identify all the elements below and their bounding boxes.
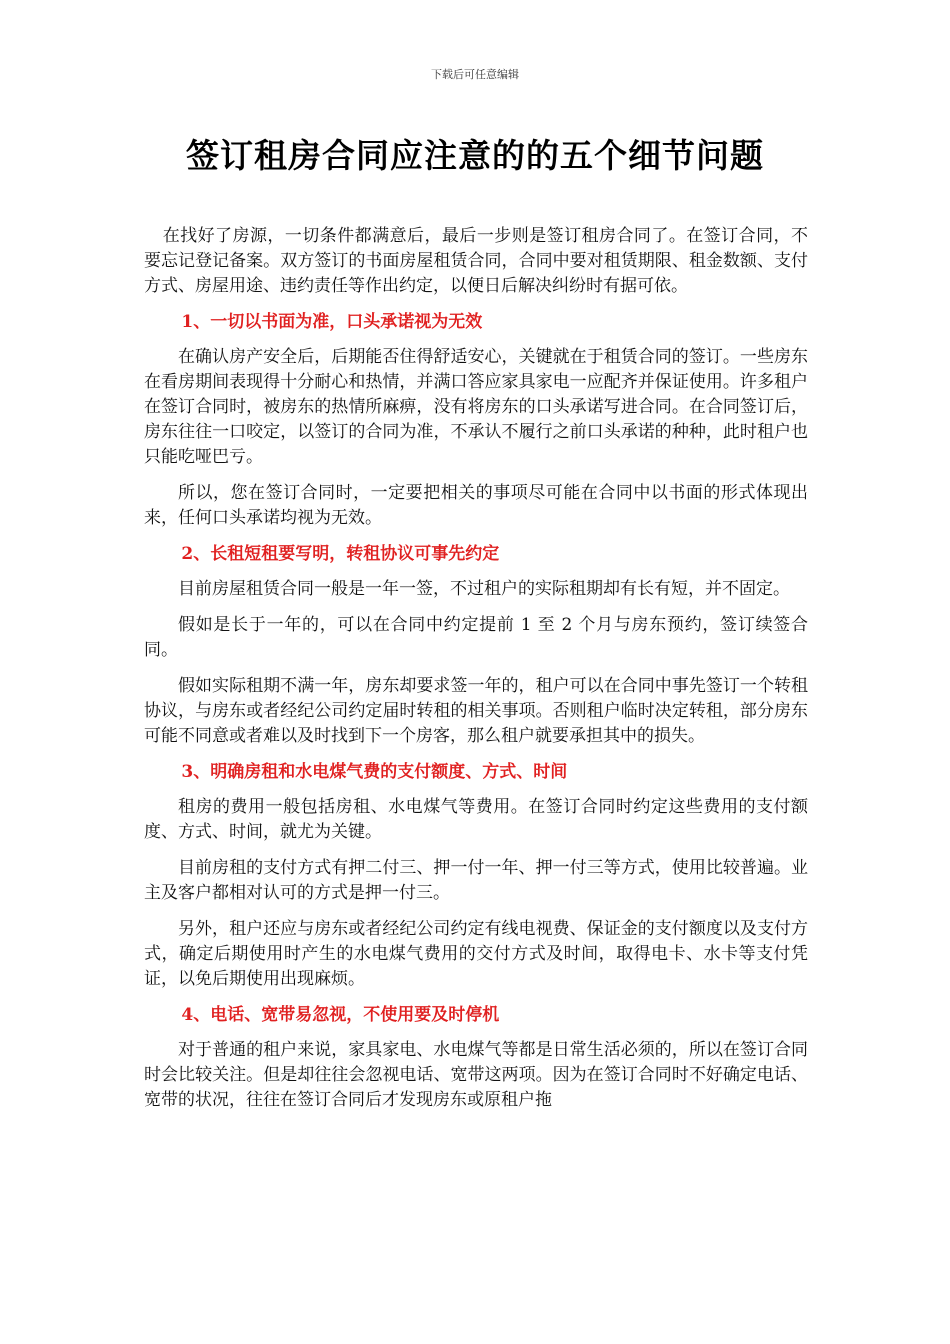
body-paragraph: 租房的费用一般包括房租、水电煤气等费用。在签订合同时约定这些费用的支付额度、方式、时间，就尤为关键。 bbox=[144, 797, 808, 842]
body-paragraph: 在确认房产安全后，后期能否住得舒适安心，关键就在于租赁合同的签订。一些房东在看房期间表现得十分耐心和热情，并满口答应家具家电一应配齐并保证使用。许多租户在签订合同时，被房东的热情所麻痹，没有将房东的口头承诺写进合同。在合同签订后，房东往往一口咬定，以签订的合同为准，不承认不履行之前口头承诺的种种，此时租户也只能吃哑巴亏。 bbox=[144, 347, 808, 467]
section-3 bbox=[144, 760, 808, 992]
section-1 bbox=[144, 310, 808, 531]
section-heading: 1、一切以书面为准，口头承诺视为无效 bbox=[181, 312, 483, 332]
document-body bbox=[144, 224, 808, 1124]
intro-paragraph: 在找好了房源，一切条件都满意后，最后一步则是签订租房合同了。在签订合同，不要忘记登记备案。双方签订的书面房屋租赁合同，合同中要对租赁期限、租金数额、支付方式、房屋用途、违约责任等作出约定，以便日后解决纠纷时有据可依。 bbox=[144, 226, 808, 296]
section-heading: 4、电话、宽带易忽视，不使用要及时停机 bbox=[181, 1005, 500, 1025]
body-paragraph: 目前房屋租赁合同一般是一年一签，不过租户的实际租期却有长有短，并不固定。 bbox=[178, 579, 790, 599]
body-paragraph: 假如是长于一年的，可以在合同中约定提前 1 至 2 个月与房东预约，签订续签合同。 bbox=[144, 615, 808, 660]
section-heading: 2、长租短租要写明，转租协议可事先约定 bbox=[181, 544, 500, 564]
section-4 bbox=[144, 1003, 808, 1113]
header-note: 下载后可任意编辑 bbox=[431, 68, 519, 81]
body-paragraph: 假如实际租期不满一年，房东却要求签一年的，租户可以在合同中事先签订一个转租协议，与房东或者经纪公司约定届时转租的相关事项。否则租户临时决定转租，部分房东可能不同意或者难以及时找到下一个房客，那么租户就要承担其中的损失。 bbox=[144, 676, 808, 746]
section-heading: 3、明确房租和水电煤气费的支付额度、方式、时间 bbox=[181, 762, 568, 782]
body-paragraph: 所以，您在签订合同时，一定要把相关的事项尽可能在合同中以书面的形式体现出来，任何口头承诺均视为无效。 bbox=[144, 483, 808, 528]
body-paragraph: 对于普通的租户来说，家具家电、水电煤气等都是日常生活必须的，所以在签订合同时会比较关注。但是却往往会忽视电话、宽带这两项。因为在签订合同时不好确定电话、宽带的状况，往往在签订合同后才发现房东或原租户拖 bbox=[144, 1040, 808, 1110]
body-paragraph: 另外，租户还应与房东或者经纪公司约定有线电视费、保证金的支付额度以及支付方式，确定后期使用时产生的水电煤气费用的交付方式及时间，取得电卡、水卡等支付凭证，以免后期使用出现麻烦。 bbox=[144, 919, 808, 989]
document-title: 签订租房合同应注意的的五个细节问题 bbox=[186, 136, 764, 175]
body-paragraph: 目前房租的支付方式有押二付三、押一付一年、押一付三等方式，使用比较普遍。业主及客户都相对认可的方式是押一付三。 bbox=[144, 858, 808, 903]
section-2 bbox=[144, 542, 808, 749]
